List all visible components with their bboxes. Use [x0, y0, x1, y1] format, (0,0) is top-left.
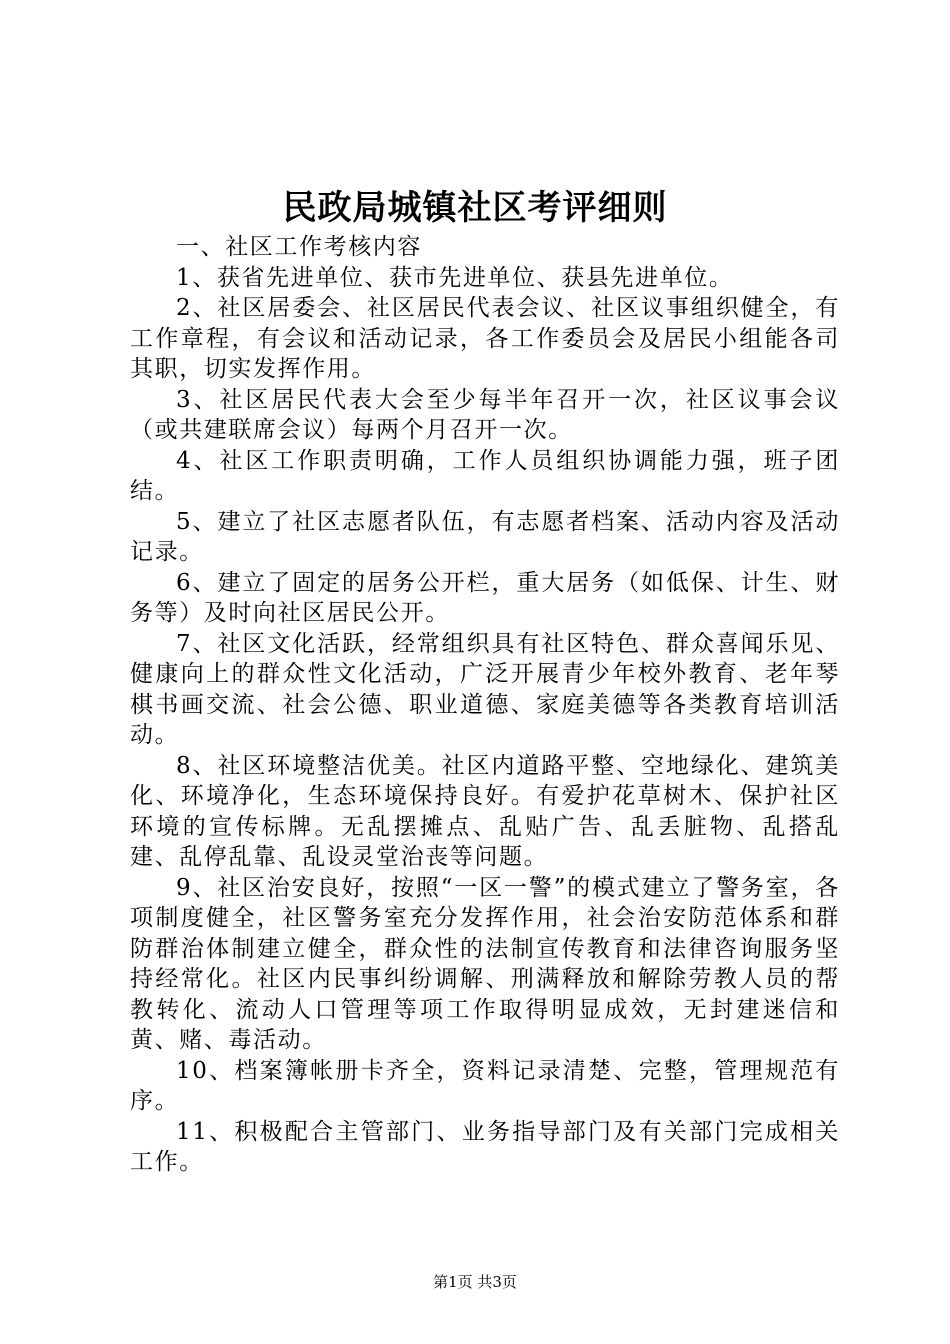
- paragraph-item-7: 7、社区文化活跃，经常组织具有社区特色、群众喜闻乐见、健康向上的群众性文化活动，广泛开展青少年校外教育、老年琴棋书画交流、社会公德、职业道德、家庭美德等各类教育培训活动。: [130, 630, 840, 748]
- paragraph-item-8: 8、社区环境整洁优美。社区内道路平整、空地绿化、建筑美化、环境净化，生态环境保持良好。有爱护花草树木、保护社区环境的宣传标牌。无乱摆摊点、乱贴广告、乱丢脏物、乱搭乱建、乱停乱靠、乱设灵堂治丧等问题。: [130, 752, 840, 870]
- paragraph-item-5: 5、建立了社区志愿者队伍，有志愿者档案、活动内容及活动记录。: [130, 508, 840, 565]
- paragraph-item-2: 2、社区居委会、社区居民代表会议、社区议事组织健全，有工作章程，有会议和活动记录，各工作委员会及居民小组能各司其职，切实发挥作用。: [130, 295, 840, 382]
- paragraph-item-11: 11、积极配合主管部门、业务指导部门及有关部门完成相关工作。: [130, 1118, 840, 1175]
- paragraph-item-4: 4、社区工作职责明确，工作人员组织协调能力强，班子团结。: [130, 447, 840, 504]
- paragraph-item-9: 9、社区治安良好，按照“一区一警”的模式建立了警务室，各项制度健全，社区警务室充分发挥作用，社会治安防范体系和群防群治体制建立健全，群众性的法制宣传教育和法律咨询服务坚持经常化。社区内民事纠纷调解、刑满释放和解除劳教人员的帮教转化、流动人口管理等项工作取得明显成效，无封建迷信和黄、赌、毒活动。: [130, 874, 840, 1053]
- page-number-footer: 第1页 共3页: [433, 1273, 517, 1291]
- document-body: [130, 232, 840, 1178]
- paragraph-item-3: 3、社区居民代表大会至少每半年召开一次，社区议事会议（或共建联席会议）每两个月召开一次。: [130, 386, 840, 443]
- paragraph-item-10: 10、档案簿帐册卡齐全，资料记录清楚、完整，管理规范有序。: [130, 1057, 840, 1114]
- paragraph-item-1: 1、获省先进单位、获市先进单位、获县先进单位。: [176, 264, 734, 291]
- paragraph-item-6: 6、建立了固定的居务公开栏，重大居务（如低保、计生、财务等）及时向社区居民公开。: [130, 569, 840, 626]
- section-heading: 一、社区工作考核内容: [176, 234, 422, 260]
- document-title: 民政局城镇社区考评细则: [282, 188, 668, 228]
